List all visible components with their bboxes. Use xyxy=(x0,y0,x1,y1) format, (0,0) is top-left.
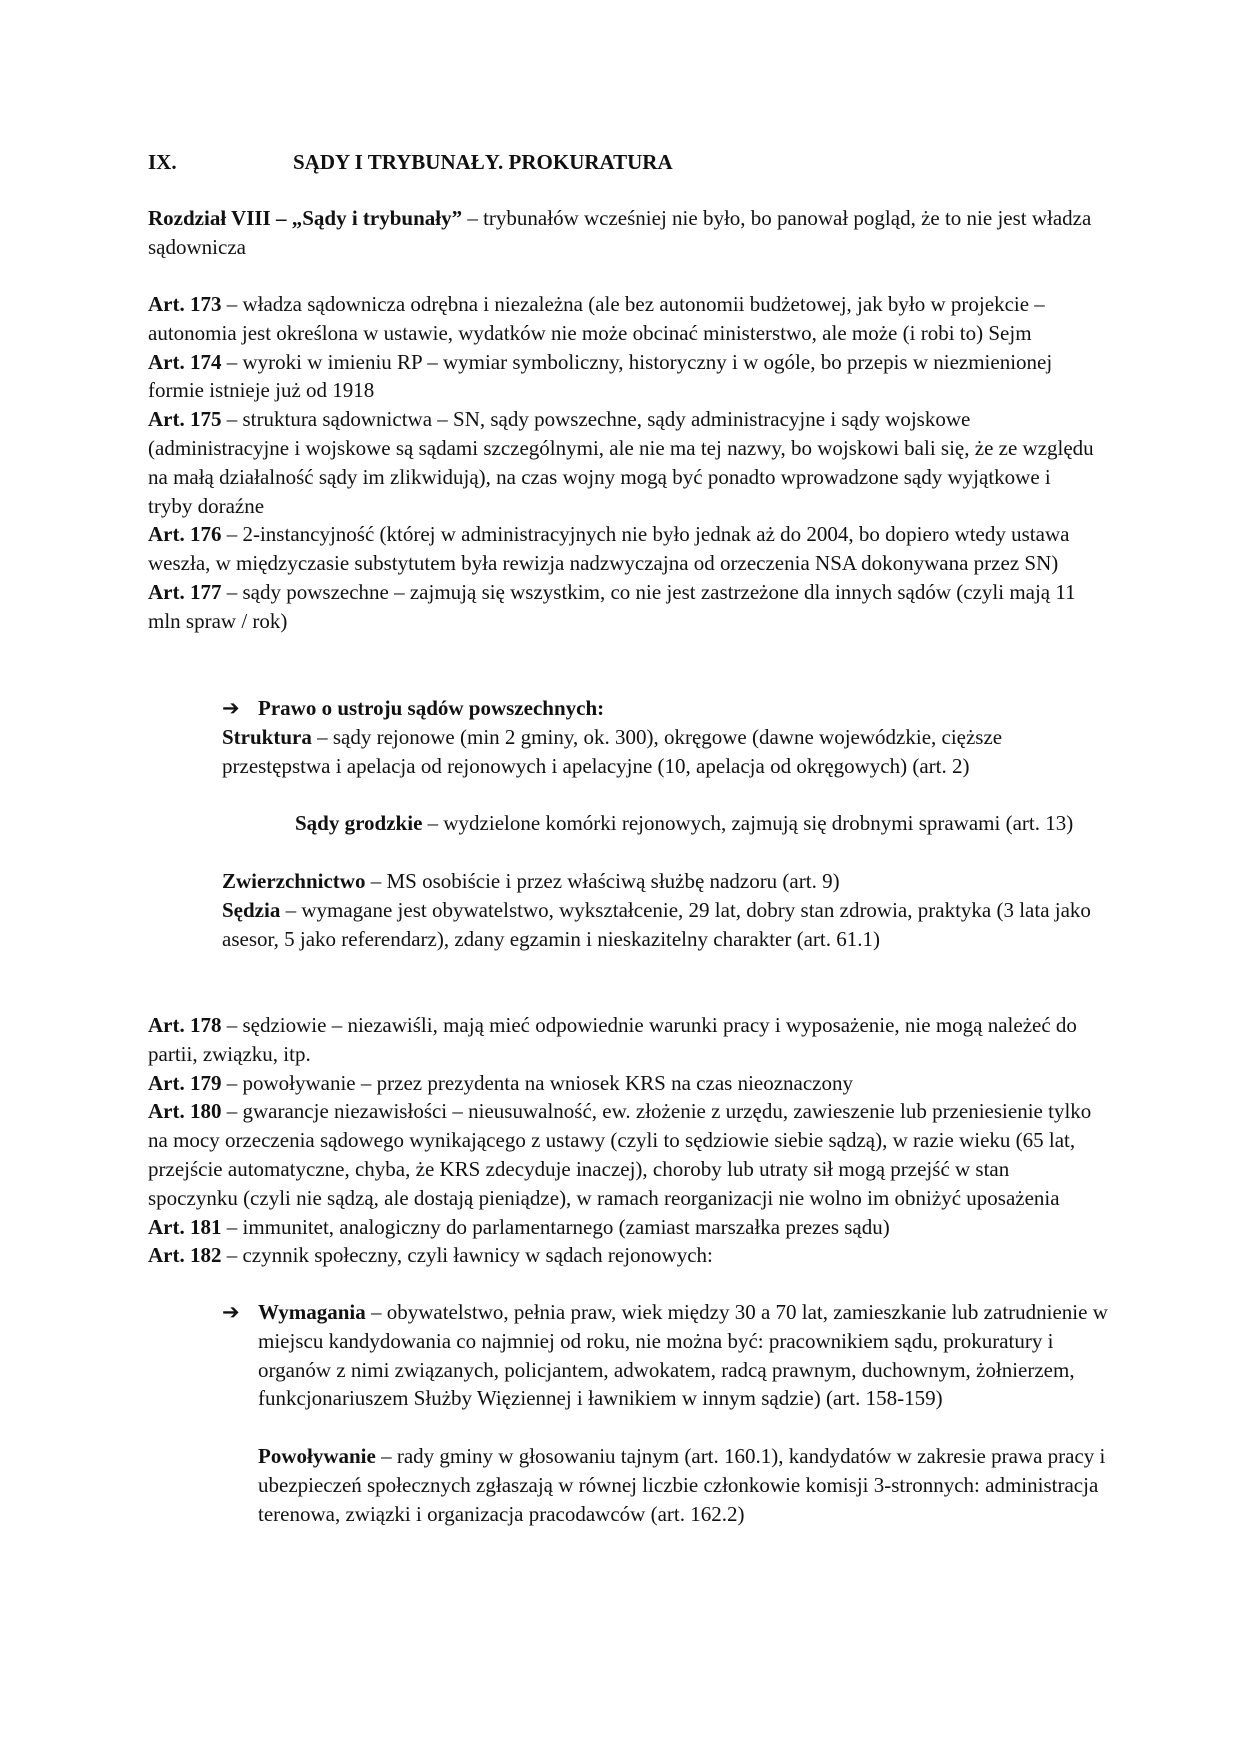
term-label: Zwierzchnictwo xyxy=(222,869,366,893)
article-label: Art. 180 xyxy=(148,1099,222,1124)
usp-title-line xyxy=(222,694,1092,723)
articles-group-a xyxy=(148,290,1098,636)
article-176 xyxy=(148,520,1098,578)
article-text: – immunitet, analogiczny do parlamentarnego (zamiast marszałka prezes sądu) xyxy=(221,1214,890,1239)
term-text: – obywatelstwo, pełnia praw, wiek między 30 a 70 lat, zamieszkanie lub zatrudnienie w miejscu kandydowania co najmniej od roku, nie można być: pracownikiem sądu, prokuratury i organów z nimi związanych, policjantem, adwokatem, radcą prawnym, duchownym, żołnierzem, funkcjonariuszem Służby Więziennej i ławnikiem w innym sądzie) (art. 158-159) xyxy=(258,1300,1108,1411)
term-text: – rady gminy w głosowaniu tajnym (art. 160.1), kandydatów w zakresie prawa pracy i ubezpieczeń społecznych zgłaszają w równej liczbie członkowie komisji 3-stronnych: administracja terenowa, związki i organizacja pracodawców (art. 162.2) xyxy=(258,1444,1106,1526)
term-label: Powoływanie xyxy=(258,1444,376,1468)
usp-sedzia xyxy=(222,896,1092,954)
intro-paragraph xyxy=(148,204,1098,262)
usp-struktura xyxy=(222,723,1092,781)
term-label: Sędzia xyxy=(222,898,281,922)
articles-group-b xyxy=(148,1011,1098,1270)
article-177 xyxy=(148,578,1098,636)
lawnicy-wymagania xyxy=(258,1298,1108,1413)
usp-zwierzchnictwo xyxy=(222,867,1092,896)
article-label: Art. 175 xyxy=(148,407,222,432)
arrow-right-icon: ➔ xyxy=(222,696,240,720)
article-text: – sądy powszechne – zajmują się wszystkim, co nie jest zastrzeżone dla innych sądów (czyli mają 11 mln spraw / rok) xyxy=(148,579,1076,633)
article-text: – 2-instancyjność (której w administracyjnych nie było jednak aż do 2004, bo dopiero wtedy ustawa weszła, w międzyczasie substytutem była rewizja nadzwyczajna od orzeczenia NSA dokonywana przez SN) xyxy=(148,522,1070,576)
chapter-label: Rozdział VIII – „Sądy i trybunały” xyxy=(148,206,463,230)
usp-title: Prawo o ustroju sądów powszechnych: xyxy=(258,696,605,720)
article-text: – wyroki w imieniu RP – wymiar symboliczny, historyczny i w ogóle, bo przepis w niezmienionej formie istnieje już od 1918 xyxy=(148,349,1053,403)
article-181 xyxy=(148,1213,1098,1242)
term-text: – sądy rejonowe (min 2 gminy, ok. 300), okręgowe (dawne wojewódzkie, cięższe przestępstwa i apelacja od rejonowych i apelacyjne (10, apelacja od okręgowych) (art. 2) xyxy=(222,725,1003,778)
article-text: – struktura sądownictwa – SN, sądy powszechne, sądy administracyjne i sądy wojskowe (administracyjne i wojskowe są sądami szczególnymi, ale nie ma tej nazwy, bo wojskowi bali się, że ze względu na małą działalność sądy im zlikwidują), na czas wojny mogą być ponadto wprowadzone sądy wyjątkowe i tryby doraźne xyxy=(148,407,1094,518)
usp-grodzkie xyxy=(222,809,1092,838)
article-label: Art. 177 xyxy=(148,579,222,604)
term-text: – wydzielone komórki rejonowych, zajmują się drobnymi sprawami (art. 13) xyxy=(422,811,1074,835)
article-178 xyxy=(148,1011,1098,1069)
article-180 xyxy=(148,1097,1098,1212)
article-label: Art. 178 xyxy=(148,1013,222,1037)
section-title: SĄDY I TRYBUNAŁY. PROKURATURA xyxy=(293,150,673,174)
article-label: Art. 173 xyxy=(148,292,222,316)
article-175 xyxy=(148,405,1098,520)
article-173 xyxy=(148,290,1098,348)
article-174 xyxy=(148,348,1098,406)
article-179 xyxy=(148,1069,1098,1098)
article-text: – sędziowie – niezawiśli, mają mieć odpowiednie warunki pracy i wyposażenie, nie mogą należeć do partii, związku, itp. xyxy=(148,1013,1077,1066)
lawnicy-powolywanie xyxy=(258,1442,1108,1528)
term-label: Wymagania xyxy=(258,1300,366,1324)
article-182 xyxy=(148,1241,1098,1270)
section-number: IX. xyxy=(148,150,177,174)
term-text: – MS osobiście i przez właściwą służbę nadzoru (art. 9) xyxy=(365,869,840,893)
article-label: Art. 182 xyxy=(148,1243,222,1268)
arrow-right-icon: ➔ xyxy=(222,1300,240,1324)
article-label: Art. 179 xyxy=(148,1070,222,1095)
term-label: Struktura xyxy=(222,725,312,749)
article-label: Art. 181 xyxy=(148,1214,222,1239)
term-text: – wymagane jest obywatelstwo, wykształcenie, 29 lat, dobry stan zdrowia, praktyka (3 lata jako asesor, 5 jako referendarz), zdany egzamin i nieskazitelny charakter (art. 61.1) xyxy=(222,898,1091,951)
intro-text: – trybunałów wcześniej nie było, bo panował pogląd, że to nie jest władza sądownicza xyxy=(148,206,1092,259)
article-text: – władza sądownicza odrębna i niezależna (ale bez autonomii budżetowej, jak było w projekcie – autonomia jest określona w ustawie, wydatków nie może obcinać ministerstwo, ale może (i robi to) Sejm xyxy=(148,292,1045,345)
term-label: Sądy grodzkie xyxy=(295,811,423,835)
article-text: – powoływanie – przez prezydenta na wniosek KRS na czas nieoznaczony xyxy=(221,1070,854,1095)
article-label: Art. 174 xyxy=(148,349,222,374)
article-label: Art. 176 xyxy=(148,522,222,547)
article-text: – gwarancje niezawisłości – nieusuwalność, ew. złożenie z urzędu, zawieszenie lub przeniesienie tylko na mocy orzeczenia sądowego wynikającego z ustawy (czyli to sędziowie siebie sądzą), w razie wieku (65 lat, przejście automatyczne, chyba, że KRS zdecyduje inaczej), choroby lub utraty sił mogą przejść w stan spoczynku (czyli nie sądzą, ale dostają pieniądze), w ramach reorganizacji nie wolno im obniżyć uposażenia xyxy=(148,1099,1092,1210)
article-text: – czynnik społeczny, czyli ławnicy w sądach rejonowych: xyxy=(221,1243,713,1268)
section-heading xyxy=(148,148,673,177)
